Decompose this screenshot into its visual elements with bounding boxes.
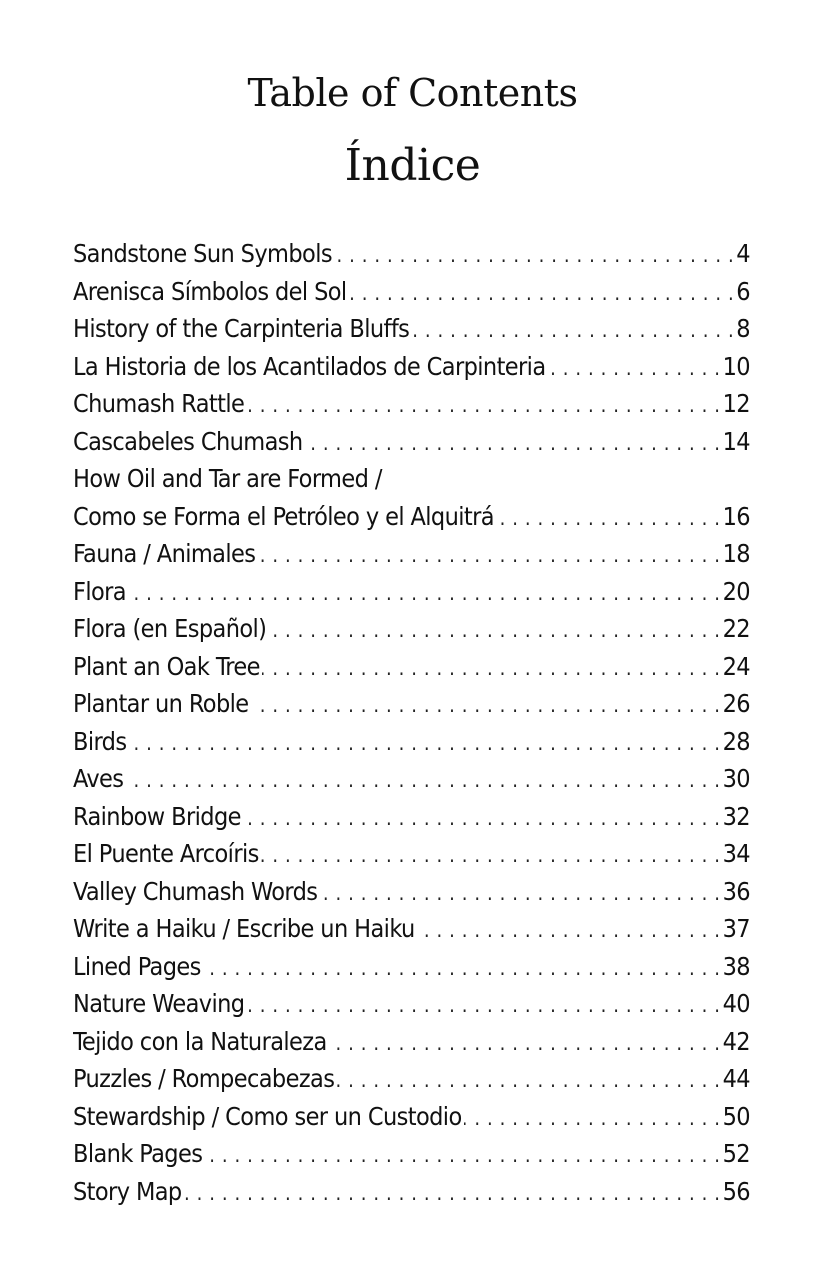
toc-entry-page: 10	[722, 351, 750, 381]
toc-entry-page: 4	[736, 239, 750, 268]
toc-leader-dots	[411, 312, 734, 348]
toc-entry-page: 32	[722, 801, 750, 831]
toc-entry-title: Cascabeles Chumash	[73, 426, 303, 456]
toc-entry	[73, 460, 750, 498]
toc-entry-title: Birds	[73, 726, 127, 756]
toc-entry-page: 8	[736, 314, 750, 343]
toc-leader-dots	[336, 1062, 720, 1098]
toc-entry-title: Rainbow Bridge	[73, 801, 241, 831]
toc-entry-page: 24	[722, 651, 750, 681]
toc-entry-title: La Historia de los Acantilados de Carpinteria	[73, 351, 546, 381]
toc-entry-page: 36	[722, 876, 750, 906]
toc-entry-title: Flora	[73, 576, 126, 606]
toc-entry-page: 18	[722, 539, 750, 568]
toc-entry-title: Plant an Oak Tree	[73, 651, 260, 681]
toc-entry-page: 12	[722, 389, 750, 418]
toc-entry-title: Lined Pages	[73, 951, 201, 981]
toc-entry-page: 56	[722, 1176, 750, 1206]
toc-entry	[73, 1023, 750, 1061]
toc-entry-title: Aves	[73, 764, 124, 793]
toc-leader-dots	[246, 387, 720, 423]
toc-entry-page: 40	[722, 989, 750, 1018]
toc-leader-dots	[417, 912, 721, 948]
toc-entry-page: 6	[736, 276, 750, 306]
toc-entry-page: 44	[722, 1064, 750, 1093]
toc-entry-page: 50	[722, 1101, 750, 1131]
toc-entry	[73, 235, 750, 273]
toc-entry	[73, 385, 750, 423]
toc-entry-title: Valley Chumash Words	[73, 876, 318, 906]
toc-entry	[73, 685, 750, 723]
toc-entry	[73, 610, 750, 648]
toc-leader-dots	[204, 1137, 720, 1173]
toc-leader-dots	[319, 875, 720, 911]
toc-leader-dots	[128, 575, 721, 611]
toc-entry-page: 34	[722, 839, 750, 868]
toc-entry	[73, 498, 750, 536]
toc-leader-dots	[548, 350, 721, 386]
toc-entry-page: 26	[722, 689, 750, 718]
toc-leader-dots	[184, 1175, 721, 1211]
toc-entry-page: 42	[722, 1026, 750, 1056]
toc-entry	[73, 348, 750, 386]
toc-entry-title: Arenisca Símbolos del Sol	[73, 276, 347, 306]
toc-entry-title: Write a Haiku / Escribe un Haiku	[73, 914, 415, 943]
toc-entry	[73, 835, 750, 873]
toc-leader-dots	[268, 612, 720, 648]
toc-entry-title: History of the Carpinteria Bluffs	[73, 314, 410, 343]
toc-entry-title: Tejido con la Naturaleza	[73, 1026, 327, 1056]
toc-entry	[73, 723, 750, 761]
toc-entry	[73, 1098, 750, 1136]
toc-leader-dots	[334, 237, 734, 273]
toc-entry-title: Stewardship / Como ser un Custodio	[73, 1101, 462, 1131]
toc-leader-dots	[262, 650, 721, 686]
toc-entry	[73, 535, 750, 573]
toc-entry	[73, 423, 750, 461]
toc-entry	[73, 873, 750, 911]
toc-entry	[73, 1060, 750, 1098]
toc-entry-title: Blank Pages	[73, 1139, 203, 1168]
toc-entry	[73, 1135, 750, 1173]
toc-leader-dots	[329, 1025, 721, 1061]
toc-leader-dots	[125, 762, 720, 798]
toc-leader-dots	[261, 837, 721, 873]
toc-entry-title: El Puente Arcoíris	[73, 839, 259, 868]
toc-leader-dots	[257, 537, 720, 573]
toc-leader-dots	[464, 1100, 721, 1136]
toc-entry	[73, 573, 750, 611]
toc-entry-title: Sandstone Sun Symbols	[73, 239, 332, 268]
toc-entry-page: 38	[722, 951, 750, 981]
toc-entry	[73, 310, 750, 348]
page-title-english: Table of Contents	[247, 71, 578, 115]
toc-entry-title: How Oil and Tar are Formed /	[73, 464, 382, 493]
toc-entry-title: Plantar un Roble	[73, 689, 249, 718]
toc-entry	[73, 760, 750, 798]
toc-leader-dots	[243, 800, 721, 836]
toc-leader-dots	[246, 987, 720, 1023]
toc-entry	[73, 273, 750, 311]
toc-entry-title: Flora (en Español)	[73, 614, 267, 643]
toc-entry	[73, 1173, 750, 1211]
toc-leader-dots	[203, 950, 721, 986]
toc-entry-title: Puzzles / Rompecabezas	[73, 1064, 335, 1093]
table-of-contents	[73, 235, 750, 1210]
toc-leader-dots	[349, 275, 735, 311]
toc-entry-page: 16	[722, 501, 750, 531]
toc-entry	[73, 648, 750, 686]
toc-entry-page: 20	[722, 576, 750, 606]
toc-entry	[73, 985, 750, 1023]
toc-entry	[73, 798, 750, 836]
toc-entry-page: 37	[722, 914, 750, 943]
toc-entry-title: Story Map	[73, 1176, 182, 1206]
toc-entry	[73, 910, 750, 948]
toc-entry-page: 52	[722, 1139, 750, 1168]
page-title-spanish: Índice	[344, 140, 481, 191]
toc-leader-dots	[496, 500, 721, 536]
toc-entry-page: 28	[722, 726, 750, 756]
toc-leader-dots	[128, 725, 720, 761]
toc-entry-title: Nature Weaving	[73, 989, 245, 1018]
toc-entry	[73, 948, 750, 986]
toc-entry-page: 22	[722, 614, 750, 643]
toc-entry-title: Como se Forma el Petróleo y el Alquitrá	[73, 501, 494, 531]
toc-entry-page: 14	[722, 426, 750, 456]
toc-entry-title: Chumash Rattle	[73, 389, 245, 418]
toc-leader-dots	[305, 425, 721, 461]
toc-entry-title: Fauna / Animales	[73, 539, 256, 568]
toc-leader-dots	[251, 687, 721, 723]
toc-entry-page: 30	[722, 764, 750, 793]
